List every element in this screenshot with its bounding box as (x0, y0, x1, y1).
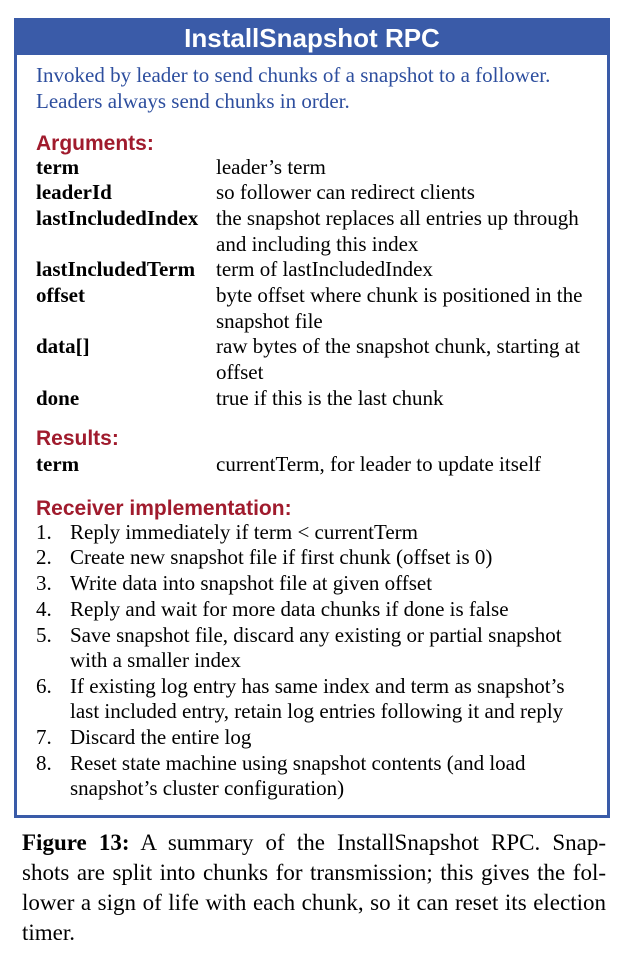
step-text (70, 725, 601, 750)
intro-line: Leaders always send chunks in order. (36, 88, 350, 113)
step-line: Reply immediately if term < currentTerm (70, 519, 419, 544)
figure-caption (22, 828, 606, 948)
receiver-step-6 (36, 674, 601, 724)
install-snapshot-rpc-box (14, 18, 610, 818)
step-line: snapshot’s cluster configuration) (70, 775, 345, 800)
box-content (17, 63, 607, 801)
argument-name: offset (36, 283, 85, 308)
argument-description-line: offset (216, 360, 264, 385)
argument-name: data[] (36, 334, 90, 359)
box-title: InstallSnapshot RPC (184, 23, 440, 53)
argument-description (216, 206, 601, 257)
arguments-list (36, 155, 601, 412)
step-line: Reset state machine using snapshot contents (and load (70, 750, 526, 775)
receiver-step-7 (36, 725, 601, 750)
step-number: 6. (36, 673, 52, 698)
receiver-step-5 (36, 623, 601, 673)
step-number: 1. (36, 519, 52, 544)
step-number: 2. (36, 545, 52, 570)
argument-description (216, 155, 601, 181)
step-number: 5. (36, 623, 52, 648)
step-text (70, 545, 601, 570)
step-line: If existing log entry has same index and term as snapshot’s (70, 673, 565, 698)
caption-line: lower a sign of life with each chunk, so it can reset its election (22, 890, 606, 915)
argument-description (216, 283, 601, 334)
argument-row-lastincludedindex (36, 206, 601, 257)
argument-row-offset (36, 283, 601, 334)
argument-description-line: leader’s term (216, 154, 326, 179)
step-line: last included entry, retain log entries following it and reply (70, 698, 564, 723)
result-name: term (36, 451, 80, 476)
results-list (36, 452, 601, 478)
result-description (216, 452, 601, 478)
argument-name: lastIncludedIndex (36, 205, 199, 230)
step-number: 4. (36, 597, 52, 622)
argument-name: lastIncludedTerm (36, 257, 196, 282)
argument-description-line: true if this is the last chunk (216, 385, 444, 410)
step-number: 7. (36, 724, 52, 749)
arguments-heading: Arguments: (36, 131, 154, 155)
argument-description-line: snapshot file (216, 308, 323, 333)
argument-description (216, 257, 601, 283)
results-heading: Results: (36, 426, 119, 450)
intro-text (36, 63, 601, 114)
intro-line: Invoked by leader to send chunks of a snapshot to a follower. (36, 63, 551, 87)
argument-description-line: so follower can redirect clients (216, 180, 475, 205)
step-number: 3. (36, 571, 52, 596)
caption-line: timer. (22, 920, 76, 945)
step-text (70, 674, 601, 724)
step-text (70, 597, 601, 622)
caption-line: shots are split into chunks for transmission; this gives the fol- (22, 860, 606, 885)
step-line: Reply and wait for more data chunks if done is false (70, 597, 509, 622)
argument-description-line: byte offset where chunk is positioned in the (216, 283, 583, 308)
receiver-steps-list (36, 520, 601, 801)
receiver-step-1 (36, 520, 601, 545)
receiver-step-2 (36, 545, 601, 570)
argument-description-line: raw bytes of the snapshot chunk, starting at (216, 334, 580, 359)
step-text (70, 520, 601, 545)
argument-row-data (36, 334, 601, 385)
caption-label: Figure 13: (22, 830, 130, 855)
argument-description (216, 180, 601, 206)
caption-line (22, 828, 606, 858)
argument-name: term (36, 154, 80, 179)
argument-row-leaderid (36, 180, 601, 206)
step-line: Discard the entire log (70, 724, 252, 749)
receiver-step-8 (36, 751, 601, 801)
step-text (70, 751, 601, 801)
result-row-term (36, 452, 601, 478)
result-description-line: currentTerm, for leader to update itself (216, 451, 542, 476)
caption-text: A summary of the InstallSnapshot RPC. Snap- (140, 830, 606, 855)
receiver-step-3 (36, 571, 601, 596)
step-line: Create new snapshot file if first chunk (offset is 0) (70, 545, 493, 570)
step-line: Save snapshot file, discard any existing or partial snapshot (70, 623, 562, 648)
argument-description-line: and including this index (216, 231, 419, 256)
argument-row-done (36, 386, 601, 412)
argument-row-lastincludedterm (36, 257, 601, 283)
step-text (70, 623, 601, 673)
argument-description-line: term of lastIncludedIndex (216, 257, 433, 282)
step-number: 8. (36, 750, 52, 775)
step-text (70, 571, 601, 596)
argument-description-line: the snapshot replaces all entries up through (216, 205, 579, 230)
receiver-step-4 (36, 597, 601, 622)
step-line: with a smaller index (70, 648, 241, 673)
step-line: Write data into snapshot file at given offset (70, 571, 433, 596)
argument-description (216, 334, 601, 385)
argument-row-term (36, 155, 601, 181)
argument-name: done (36, 385, 80, 410)
box-header (17, 21, 607, 55)
argument-description (216, 386, 601, 412)
argument-name: leaderId (36, 180, 112, 205)
receiver-implementation-heading: Receiver implementation: (36, 496, 292, 520)
